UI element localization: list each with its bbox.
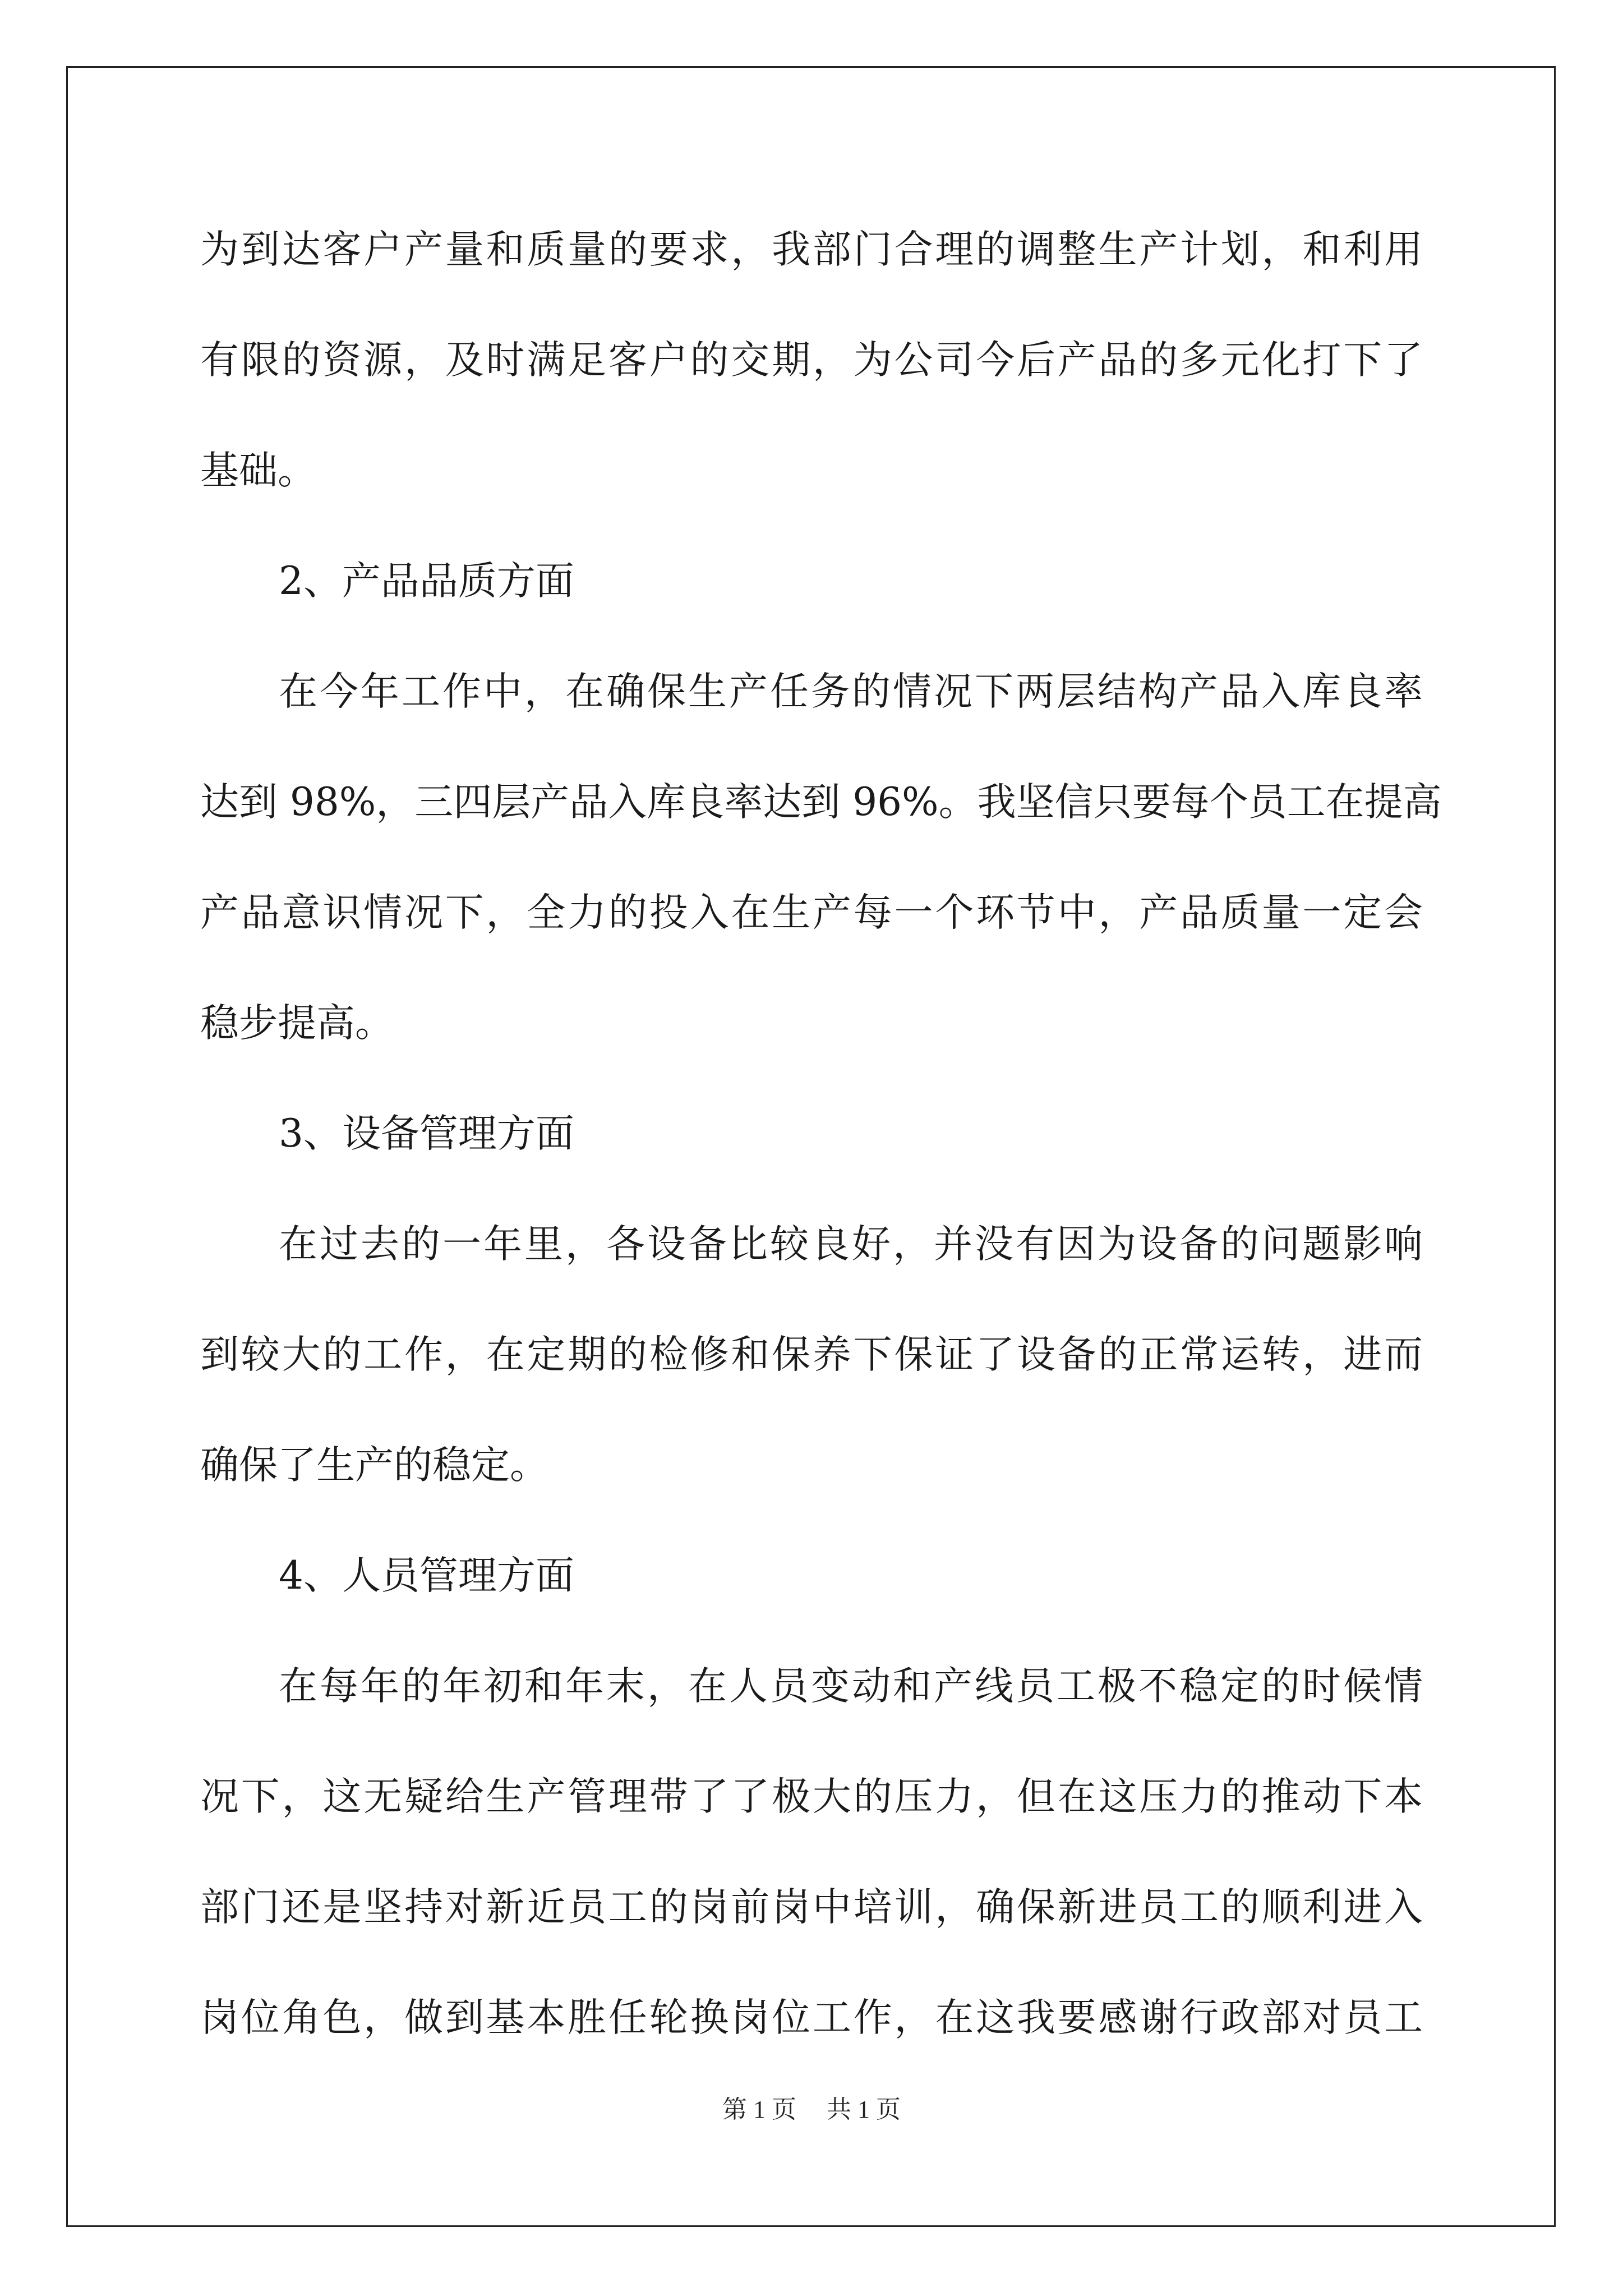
text-line [200,1650,1423,1760]
text-line [200,876,1423,987]
line-text: 岗位角色，做到基本胜任轮换岗位工作，在这我要感谢行政部对员工 [200,1995,1423,2040]
section-heading [200,545,1423,655]
text-line [200,1871,1423,1981]
page-number: 第 1 页 [722,2096,796,2123]
section-heading [200,1539,1423,1650]
heading-text: 4、人员管理方面 [279,1553,574,1598]
text-line [200,655,1423,766]
line-text: 况下，这无疑给生产管理带了了极大的压力，但在这压力的推动下本 [200,1774,1423,1819]
text-line [200,1208,1423,1318]
line-text: 有限的资源，及时满足客户的交期，为公司今后产品的多元化打下了 [200,338,1423,383]
line-text: 到较大的工作，在定期的检修和保养下保证了设备的正常运转，进而 [200,1332,1423,1377]
text-line [200,766,1442,876]
text-line [200,324,1423,434]
heading-text: 3、设备管理方面 [279,1111,574,1156]
section-heading [200,1097,1423,1208]
text-line [200,434,1423,545]
line-text: 确保了生产的稳定。 [200,1443,548,1488]
page-footer [0,2089,1623,2125]
line-text: 部门还是坚持对新近员工的岗前岗中培训，确保新进员工的顺利进入 [200,1885,1423,1930]
document-body [200,213,1442,2092]
text-line [200,987,1423,1097]
text-line [200,1318,1423,1429]
line-text: 在每年的年初和年末，在人员变动和产线员工极不稳定的时候情 [279,1664,1423,1709]
line-text: 为到达客户产量和质量的要求，我部门合理的调整生产计划，和利用 [200,227,1423,272]
text-line [200,213,1423,324]
line-text: 稳步提高。 [200,1001,394,1046]
heading-text: 2、产品品质方面 [279,559,574,604]
line-text: 基础。 [200,448,316,493]
text-line [200,1981,1423,2092]
line-text: 在过去的一年里，各设备比较良好，并没有因为设备的问题影响 [279,1222,1423,1267]
line-text: 产品意识情况下，全力的投入在生产每一个环节中，产品质量一定会 [200,890,1423,935]
page-total: 共 1 页 [827,2096,901,2123]
text-line [200,1760,1423,1871]
line-text: 在今年工作中，在确保生产任务的情况下两层结构产品入库良率 [279,669,1423,714]
text-line [200,1429,1423,1539]
line-text: 达到 98%，三四层产品入库良率达到 96%。我坚信只要每个员工在提高 [200,780,1442,825]
